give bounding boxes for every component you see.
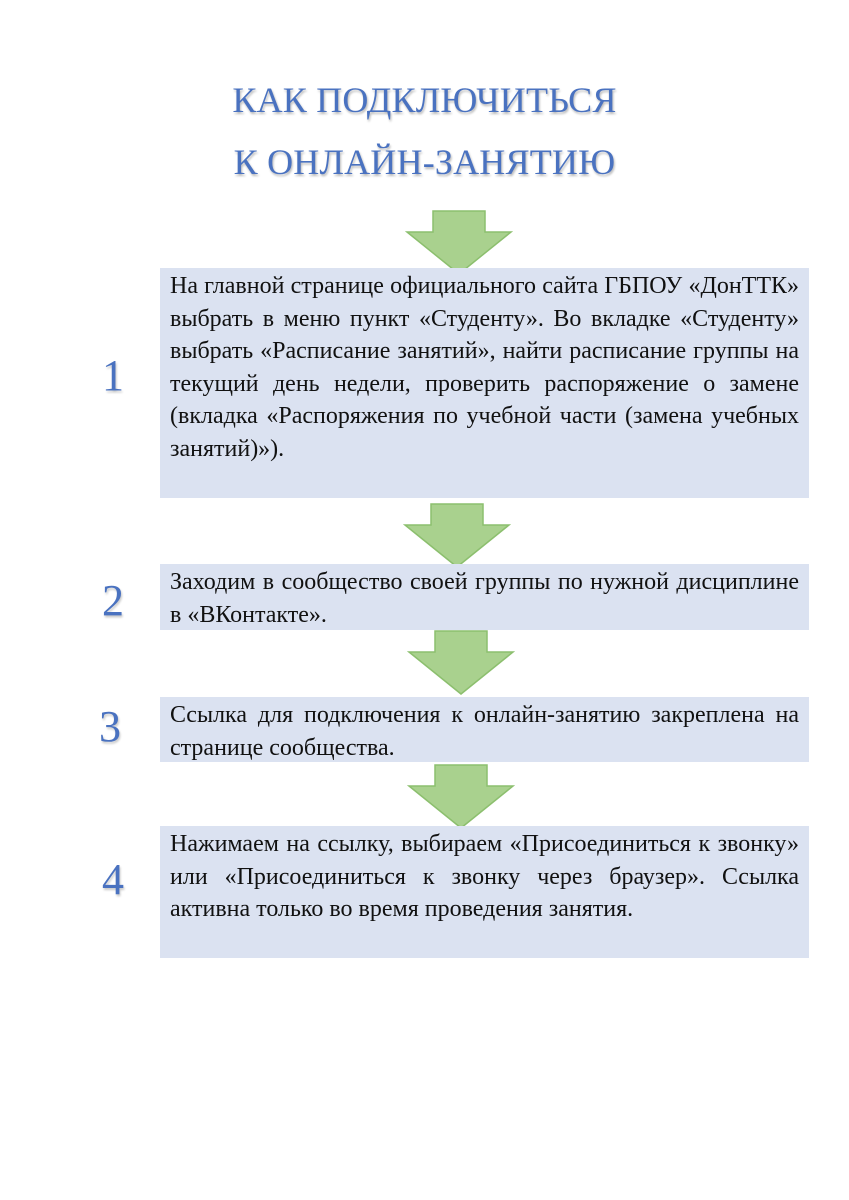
down-arrow-icon: [403, 503, 511, 569]
step-number-4: 4: [102, 855, 124, 904]
step-box-2: Заходим в сообщество своей группы по нужной дисциплине в «ВКонтакте».: [160, 564, 809, 630]
page-title-line-1: КАК ПОДКЛЮЧИТЬСЯ: [232, 80, 617, 120]
down-arrow-icon: [407, 764, 515, 830]
step-number-2: 2: [102, 576, 124, 625]
page-title-line-2: К ОНЛАЙН-ЗАНЯТИЮ: [233, 142, 616, 182]
down-arrow-icon: [407, 630, 515, 696]
step-box-3: Ссылка для подключения к онлайн-занятию закреплена на странице сообщества.: [160, 697, 809, 762]
step-box-1: На главной странице официального сайта ГБПОУ «ДонТТК» выбрать в меню пункт «Студенту». Во вкладке «Студенту» выбрать «Расписание занятий», найти расписание группы на текущий день недели, проверить распоряжение о замене (вкладка «Распоряжения по учебной части (замена учебных занятий)»).: [160, 268, 809, 498]
step-number-3: 3: [99, 702, 121, 751]
step-number-1: 1: [102, 351, 124, 400]
down-arrow-icon: [405, 210, 513, 276]
step-box-4: Нажимаем на ссылку, выбираем «Присоединиться к звонку» или «Присоединиться к звонку через браузер». Ссылка активна только во время проведения занятия.: [160, 826, 809, 958]
